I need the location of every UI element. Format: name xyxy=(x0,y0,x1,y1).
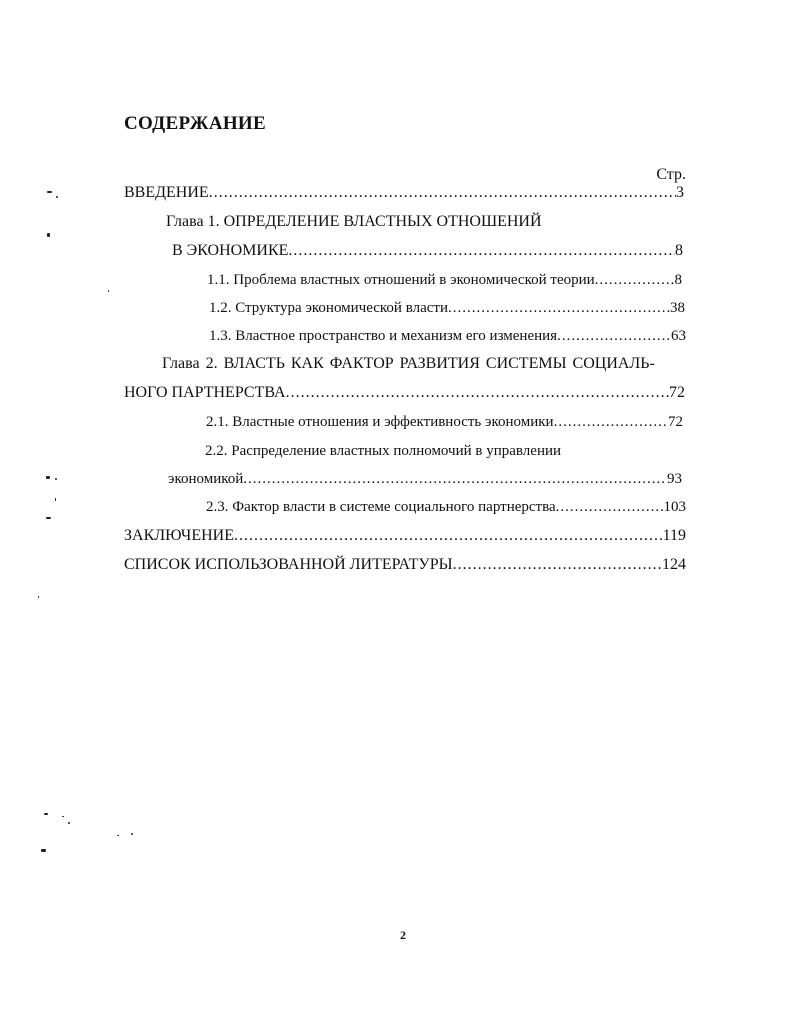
scan-speck xyxy=(117,835,119,836)
scan-speck xyxy=(62,816,64,817)
scan-speck xyxy=(46,476,50,479)
toc-entry-section-2-1[interactable] xyxy=(206,412,683,432)
toc-entry-chapter-2[interactable] xyxy=(124,383,685,403)
toc-entry-page: 124 xyxy=(662,556,686,573)
toc-entry-label: СПИСОК ИСПОЛЬЗОВАННОЙ ЛИТЕРАТУРЫ xyxy=(124,556,453,573)
scan-speck xyxy=(108,290,109,292)
toc-entry-page: 8 xyxy=(674,272,682,288)
dot-leader xyxy=(453,555,662,575)
dot-leader xyxy=(234,526,663,546)
toc-entry-section-1-1[interactable] xyxy=(207,270,682,290)
dot-leader xyxy=(448,298,670,318)
scan-speck xyxy=(131,833,133,835)
toc-entry-label: НОГО ПАРТНЕРСТВА xyxy=(124,384,286,401)
toc-entry-chapter-1[interactable] xyxy=(172,241,683,261)
toc-entry-label: 1.3. Властное пространство и механизм его изменения xyxy=(209,328,558,344)
scan-speck xyxy=(68,822,70,824)
toc-chapter-2-title[interactable]: Глава 2. ВЛАСТЬ КАК ФАКТОР РАЗВИТИЯ СИСТЕМЫ СОЦИАЛЬ- xyxy=(162,355,655,372)
dot-leader xyxy=(288,241,675,261)
toc-entry-section-1-2[interactable] xyxy=(209,298,685,318)
toc-entry-intro[interactable] xyxy=(124,183,684,203)
toc-entry-label: экономикой xyxy=(168,471,244,487)
dot-leader xyxy=(209,183,676,203)
toc-entry-page: 103 xyxy=(663,499,686,515)
toc-entry-section-2-3[interactable] xyxy=(206,497,686,517)
scan-speck xyxy=(38,596,39,598)
page-number: 2 xyxy=(400,928,406,942)
scan-speck xyxy=(47,233,50,237)
toc-entry-page: 8 xyxy=(675,242,683,259)
toc-entry-label: В ЭКОНОМИКЕ xyxy=(172,242,289,259)
scan-speck xyxy=(47,191,52,193)
toc-entry-page: 119 xyxy=(662,527,686,544)
dot-leader xyxy=(595,270,675,290)
scan-speck xyxy=(55,478,57,480)
dot-leader xyxy=(557,326,671,346)
toc-entry-label: 1.2. Структура экономической власти xyxy=(209,300,448,316)
toc-section-2-2-title[interactable]: 2.2. Распределение властных полномочий в управлении xyxy=(205,443,562,459)
toc-entry-page: 38 xyxy=(670,300,685,316)
scan-speck xyxy=(55,498,56,501)
dot-leader xyxy=(286,383,669,403)
scan-speck xyxy=(44,813,48,815)
toc-entry-page: 93 xyxy=(667,471,682,487)
page-title: СОДЕРЖАНИЕ xyxy=(124,113,266,134)
toc-entry-section-1-3[interactable] xyxy=(209,326,686,346)
toc-entry-page: 3 xyxy=(676,184,684,201)
page-column-label: Стр. xyxy=(656,166,686,183)
toc-entry-label: 1.1. Проблема властных отношений в экономической теории xyxy=(207,272,595,288)
dot-leader xyxy=(554,412,668,432)
toc-entry-conclusion[interactable] xyxy=(124,526,686,546)
toc-chapter-1-title[interactable]: Глава 1. ОПРЕДЕЛЕНИЕ ВЛАСТНЫХ ОТНОШЕНИЙ xyxy=(166,213,542,230)
toc-entry-page: 72 xyxy=(669,384,685,401)
dot-leader xyxy=(556,497,664,517)
toc-entry-label: 2.1. Властные отношения и эффективность экономики xyxy=(206,414,554,430)
scan-speck xyxy=(56,196,58,198)
dot-leader xyxy=(243,469,667,489)
toc-entry-page: 63 xyxy=(671,328,686,344)
toc-entry-label: 2.3. Фактор власти в системе социального партнерства xyxy=(206,499,556,515)
scan-speck xyxy=(41,849,46,852)
toc-entry-page: 72 xyxy=(668,414,683,430)
scan-speck xyxy=(46,517,51,519)
toc-entry-references[interactable] xyxy=(124,555,686,575)
toc-entry-label: ЗАКЛЮЧЕНИЕ xyxy=(124,527,234,544)
toc-entry-section-2-2[interactable] xyxy=(168,469,682,489)
toc-entry-label: ВВЕДЕНИЕ xyxy=(124,184,209,201)
